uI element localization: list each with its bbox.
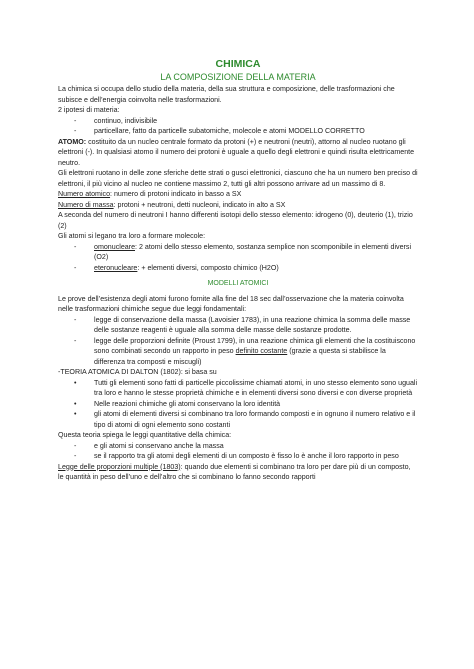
list-item: - omonucleare: 2 atomi dello stesso elemento, sostanza semplice non scomponibile in elementi diversi (O2): [74, 242, 412, 261]
list-item: • Tutti gli elementi sono fatti di particelle piccolissime chiamati atomi, in uno stesso elemento sono uguali tra loro e hanno le stesse proprietà chimiche e in elementi diversi sono diversi e con diverse proprietà: [74, 378, 418, 397]
list-item: - se il rapporto tra gli atomi degli elementi di un composto è fisso lo è anche il loro rapporto in peso: [74, 452, 399, 460]
atomo-term: ATOMO:: [58, 137, 87, 146]
list-item: • Nelle reazioni chimiche gli atomi conservano la loro identità: [74, 399, 281, 408]
dalton-label: -TEORIA ATOMICA DI DALTON (1802): si basa su: [58, 368, 217, 376]
ipotesi-label: 2 ipotesi di materia:: [58, 106, 120, 114]
list-item: • gli atomi di elementi diversi si combinano tra loro formando composti e in ognuno il numero relativo e il tipo di atomi di ogni elemento sono costanti: [74, 410, 416, 429]
list-item: - legge di conservazione della massa (Lavoisier 1783), in una reazione chimica la somma delle masse delle sostanze reagenti è uguale alla somma delle masse delle sostanze prodotte.: [74, 315, 411, 334]
ipotesi-list: [58, 116, 418, 137]
atomo-paragraph: ATOMO: costituito da un nucleo centrale formato da protoni (+) e neutroni (neutri), attorno al nucleo ruotano gli elettroni (-). In qualsiasi atomo il numero dei protoni è uguale a quello degli elettroni e quindi risulta elettricamente neutro.: [58, 137, 415, 167]
elettroni-paragraph: Gli elettroni ruotano in delle zone sferiche dette strati o gusci elettronici, ciascuno che ha un numero ben preciso di elettroni, il più vicino al nucleo ne contiene massimo 2, tutti gli altri possono arrivare ad un massimo di 8.: [58, 169, 418, 188]
list-item: - eteronucleare: + elementi diversi, composto chimico (H2O): [74, 263, 279, 272]
document-body: [58, 58, 418, 483]
isotopi-paragraph: A seconda del numero di neutroni I hanno differenti isotopi dello stesso elemento: idrogeno (0), deuterio (1), trizio (2): [58, 211, 413, 230]
teoria-list: [58, 441, 418, 462]
list-item: - e gli atomi si conservano anche la massa: [74, 441, 224, 450]
leggi-list: [58, 315, 418, 368]
list-item: - particellare, fatto da particelle subatomiche, molecole e atomi MODELLO CORRETTO: [74, 127, 365, 135]
page-title: CHIMICA: [215, 58, 261, 70]
teoria-label: Questa teoria spiega le leggi quantitative della chimica:: [58, 431, 232, 439]
section-heading: MODELLI ATOMICI: [207, 280, 269, 287]
dalton-list: [58, 378, 418, 431]
list-item: - continuo, indivisibile: [74, 116, 158, 125]
prove-paragraph: Le prove dell’esistenza degli atomi furono fornite alla fine del 18 sec dall’osservazione che la materia coinvolta nelle trasformazioni chimiche segue due leggi fondamentali:: [58, 294, 404, 313]
list-item: - legge delle proporzioni definite (Proust 1799), in una reazione chimica gli elementi che la costituiscono sono combinati secondo un rapporto in peso definito costante (grazie a questa si stabilisce la differenza tra composti e miscugli): [74, 336, 416, 366]
intro-paragraph: La chimica si occupa dello studio della materia, della sua struttura e composizione, delle trasformazioni che subisce e dell’energia coinvolta nelle trasformazioni.: [58, 85, 395, 104]
multiple-paragraph: Legge delle proporzioni multiple (1803): quando due elementi si combinano tra loro per dare più di un composto, le quantità in peso dell’uno e dell’altro che si combinano lo fanno secondo rapporti: [58, 462, 411, 481]
page-subtitle: LA COMPOSIZIONE DELLA MATERIA: [160, 72, 316, 82]
numero-atomico-paragraph: Numero atomico: numero di protoni indicato in basso a SX: [58, 190, 242, 198]
molecole-list: [58, 242, 418, 274]
numero-massa-paragraph: Numero di massa: protoni + neutroni, detti nucleoni, indicato in alto a SX: [58, 200, 286, 209]
legami-label: Gli atomi si legano tra loro a formare molecole:: [58, 232, 206, 240]
